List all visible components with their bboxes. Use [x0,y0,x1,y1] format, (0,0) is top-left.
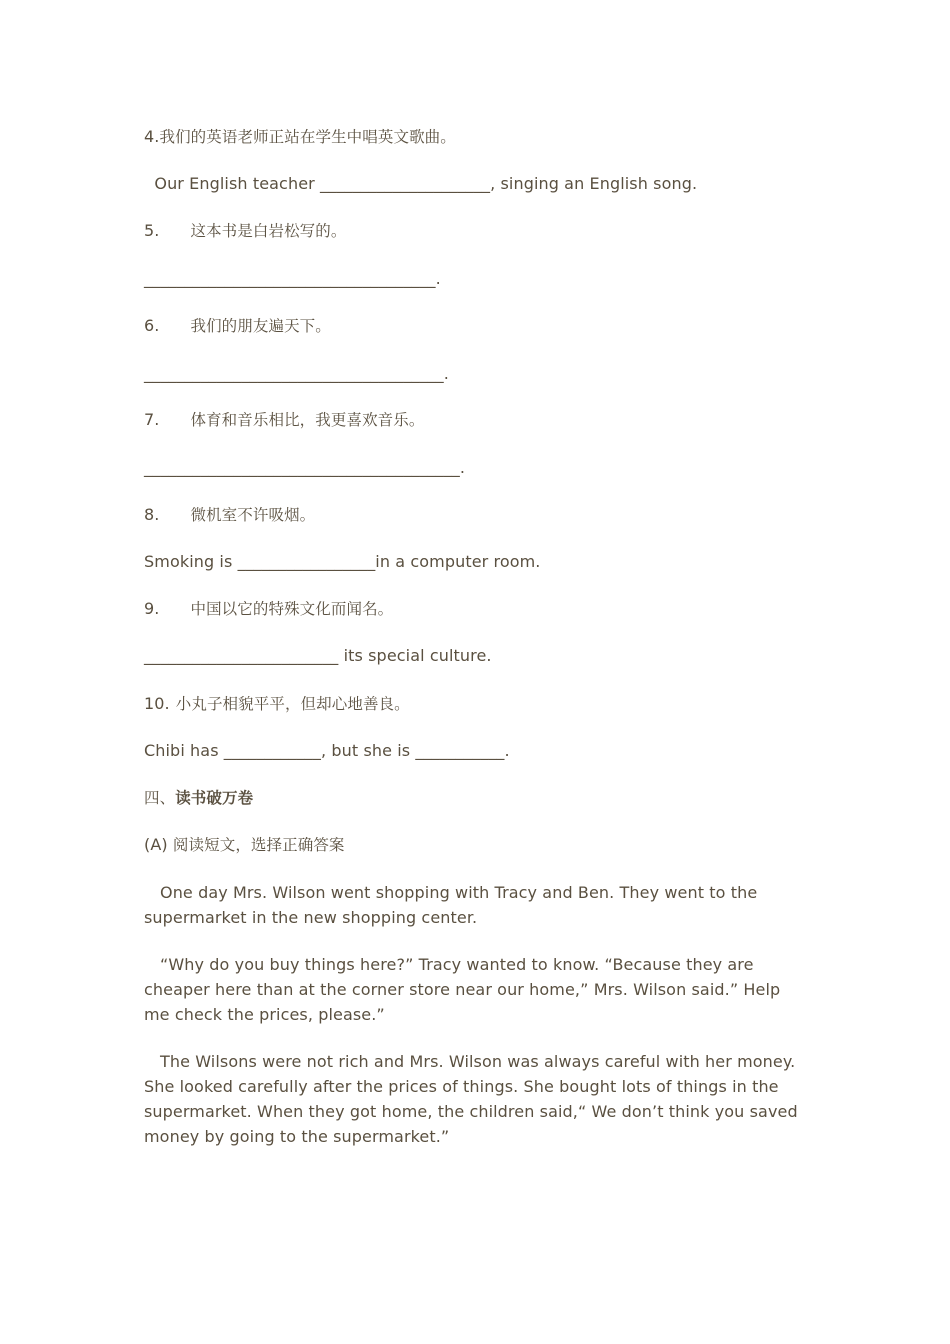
question-chinese: 小丸子相貌平平，但却心地善良。 [175,695,410,713]
question-4 [144,124,456,150]
passage-paragraph-3: The Wilsons were not rich and Mrs. Wilson was always careful with her money. She looked carefully after the prices of things. She bought lots of things in the supermarket. When they got home, the children said,“ We don’t think you saved money by going to the supermarket.” [144,1052,798,1146]
question-5 [144,218,346,244]
question-10 [144,691,410,717]
part-a-instruction [144,832,345,858]
question-6 [144,313,331,339]
answer-line-7: _______________________________________. [144,458,466,477]
answer-line-9: ________________________ its special culture. [144,646,492,665]
question-number: 10. [144,694,170,713]
section-heading [144,785,253,811]
answer-line-8: Smoking is _________________in a computer room. [144,552,541,571]
question-number: 9. [144,599,160,618]
part-instruction-text: 阅读短文，选择正确答案 [172,836,345,854]
part-label: (A) [144,835,168,854]
question-8 [144,502,315,528]
question-chinese: 我们的英语老师正站在学生中唱英文歌曲。 [159,128,456,146]
question-9 [144,596,393,622]
question-number: 5. [144,221,160,240]
question-number: 4. [144,127,160,146]
question-chinese: 我们的朋友遍天下。 [190,317,331,335]
question-chinese: 体育和音乐相比，我更喜欢音乐。 [190,411,425,429]
passage-paragraph-2: “Why do you buy things here?” Tracy wanted to know. “Because they are cheaper here than at the corner store near our home,” Mrs. Wilson said.” Help me check the prices, please.” [144,955,781,1024]
passage-paragraph-1: One day Mrs. Wilson went shopping with Tracy and Ben. They went to the supermarket in the new shopping center. [144,883,758,927]
section-title: 读书破万卷 [175,788,254,807]
answer-line-4: Our English teacher _____________________, singing an English song. [144,174,698,193]
question-chinese: 中国以它的特殊文化而闻名。 [190,600,394,618]
question-chinese: 微机室不许吸烟。 [190,506,316,524]
question-number: 7. [144,410,160,429]
answer-line-6: _____________________________________. [144,364,449,383]
question-7 [144,407,424,433]
question-number: 8. [144,505,160,524]
question-chinese: 这本书是白岩松写的。 [190,222,347,240]
answer-line-5: ____________________________________. [144,269,441,288]
answer-line-10: Chibi has ____________, but she is ___________. [144,741,510,760]
section-prefix: 四、 [144,789,176,807]
question-number: 6. [144,316,160,335]
